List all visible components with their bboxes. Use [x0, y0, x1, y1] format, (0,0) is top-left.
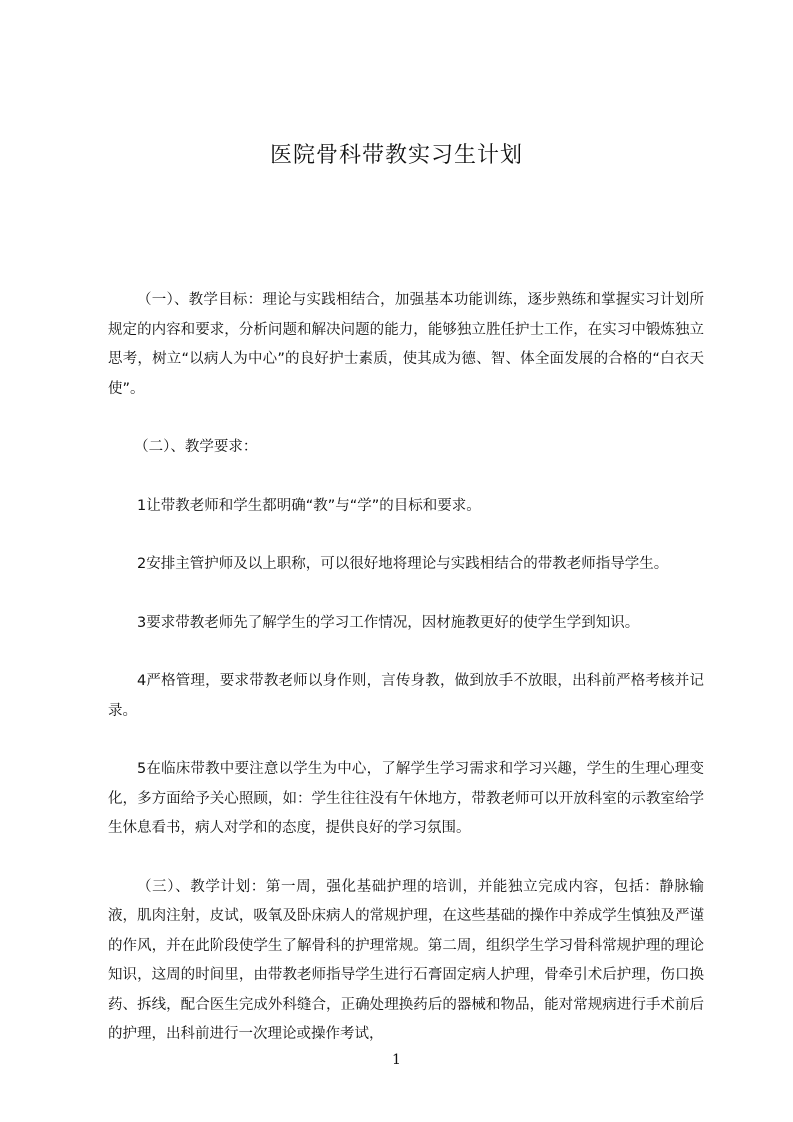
document-body: [108, 286, 704, 1079]
paragraph-requirement-2: 2安排主管护师及以上职称，可以很好地将理论与实践相结合的带教老师指导学生。: [137, 556, 669, 572]
paragraph-requirement-4: 4严格管理，要求带教老师以身作则，言传身教，做到放手不放眼，出科前严格考核并记录。: [108, 673, 704, 719]
paragraph-teaching-plan: （三）、教学计划：第一周，强化基础护理的培训，并能独立完成内容，包括：静脉输液，肌肉注射，皮试，吸氧及卧床病人的常规护理，在这些基础的操作中养成学生慎独及严谨的作风，并在此阶段使学生了解骨科的护理常规。第二周，组织学生学习骨科常规护理的理论知识，这周的时间里，由带教老师指导学生进行石膏固定病人护理，骨牵引术后护理，伤口换药、拆线，配合医生完成外科缝合，正确处理换药后的器械和物品，能对常规病进行手术前后的护理，出科前进行一次理论或操作考试，: [108, 878, 704, 1042]
paragraph-requirement-3: 3要求带教老师先了解学生的学习工作情况，因材施教更好的使学生学到知识。: [137, 614, 640, 631]
page-title: 医院骨科带教实习生计划: [269, 143, 523, 168]
paragraph-requirement-1: 1让带教老师和学生都明确“教”与“学”的目标和要求。: [137, 497, 481, 514]
paragraph-teaching-goal: （一）、教学目标：理论与实践相结合，加强基本功能训练，逐步熟练和掌握实习计划所规定的内容和要求，分析问题和解决问题的能力，能够独立胜任护士工作，在实习中锻炼独立思考，树立“以病人为中心”的良好护士素质，使其成为德、智、体全面发展的合格的“白衣天使”。: [108, 292, 704, 397]
page-number: 1: [392, 1052, 401, 1068]
paragraph-requirement-5: 5在临床带教中要注意以学生为中心，了解学生学习需求和学习兴趣，学生的生理心理变化，多方面给予关心照顾，如：学生往往没有午休地方，带教老师可以开放科室的示教室给学生休息看书，病人对学和的态度，提供良好的学习氛围。: [108, 761, 704, 836]
paragraph-teaching-requirements-heading: （二）、教学要求：: [134, 439, 258, 455]
